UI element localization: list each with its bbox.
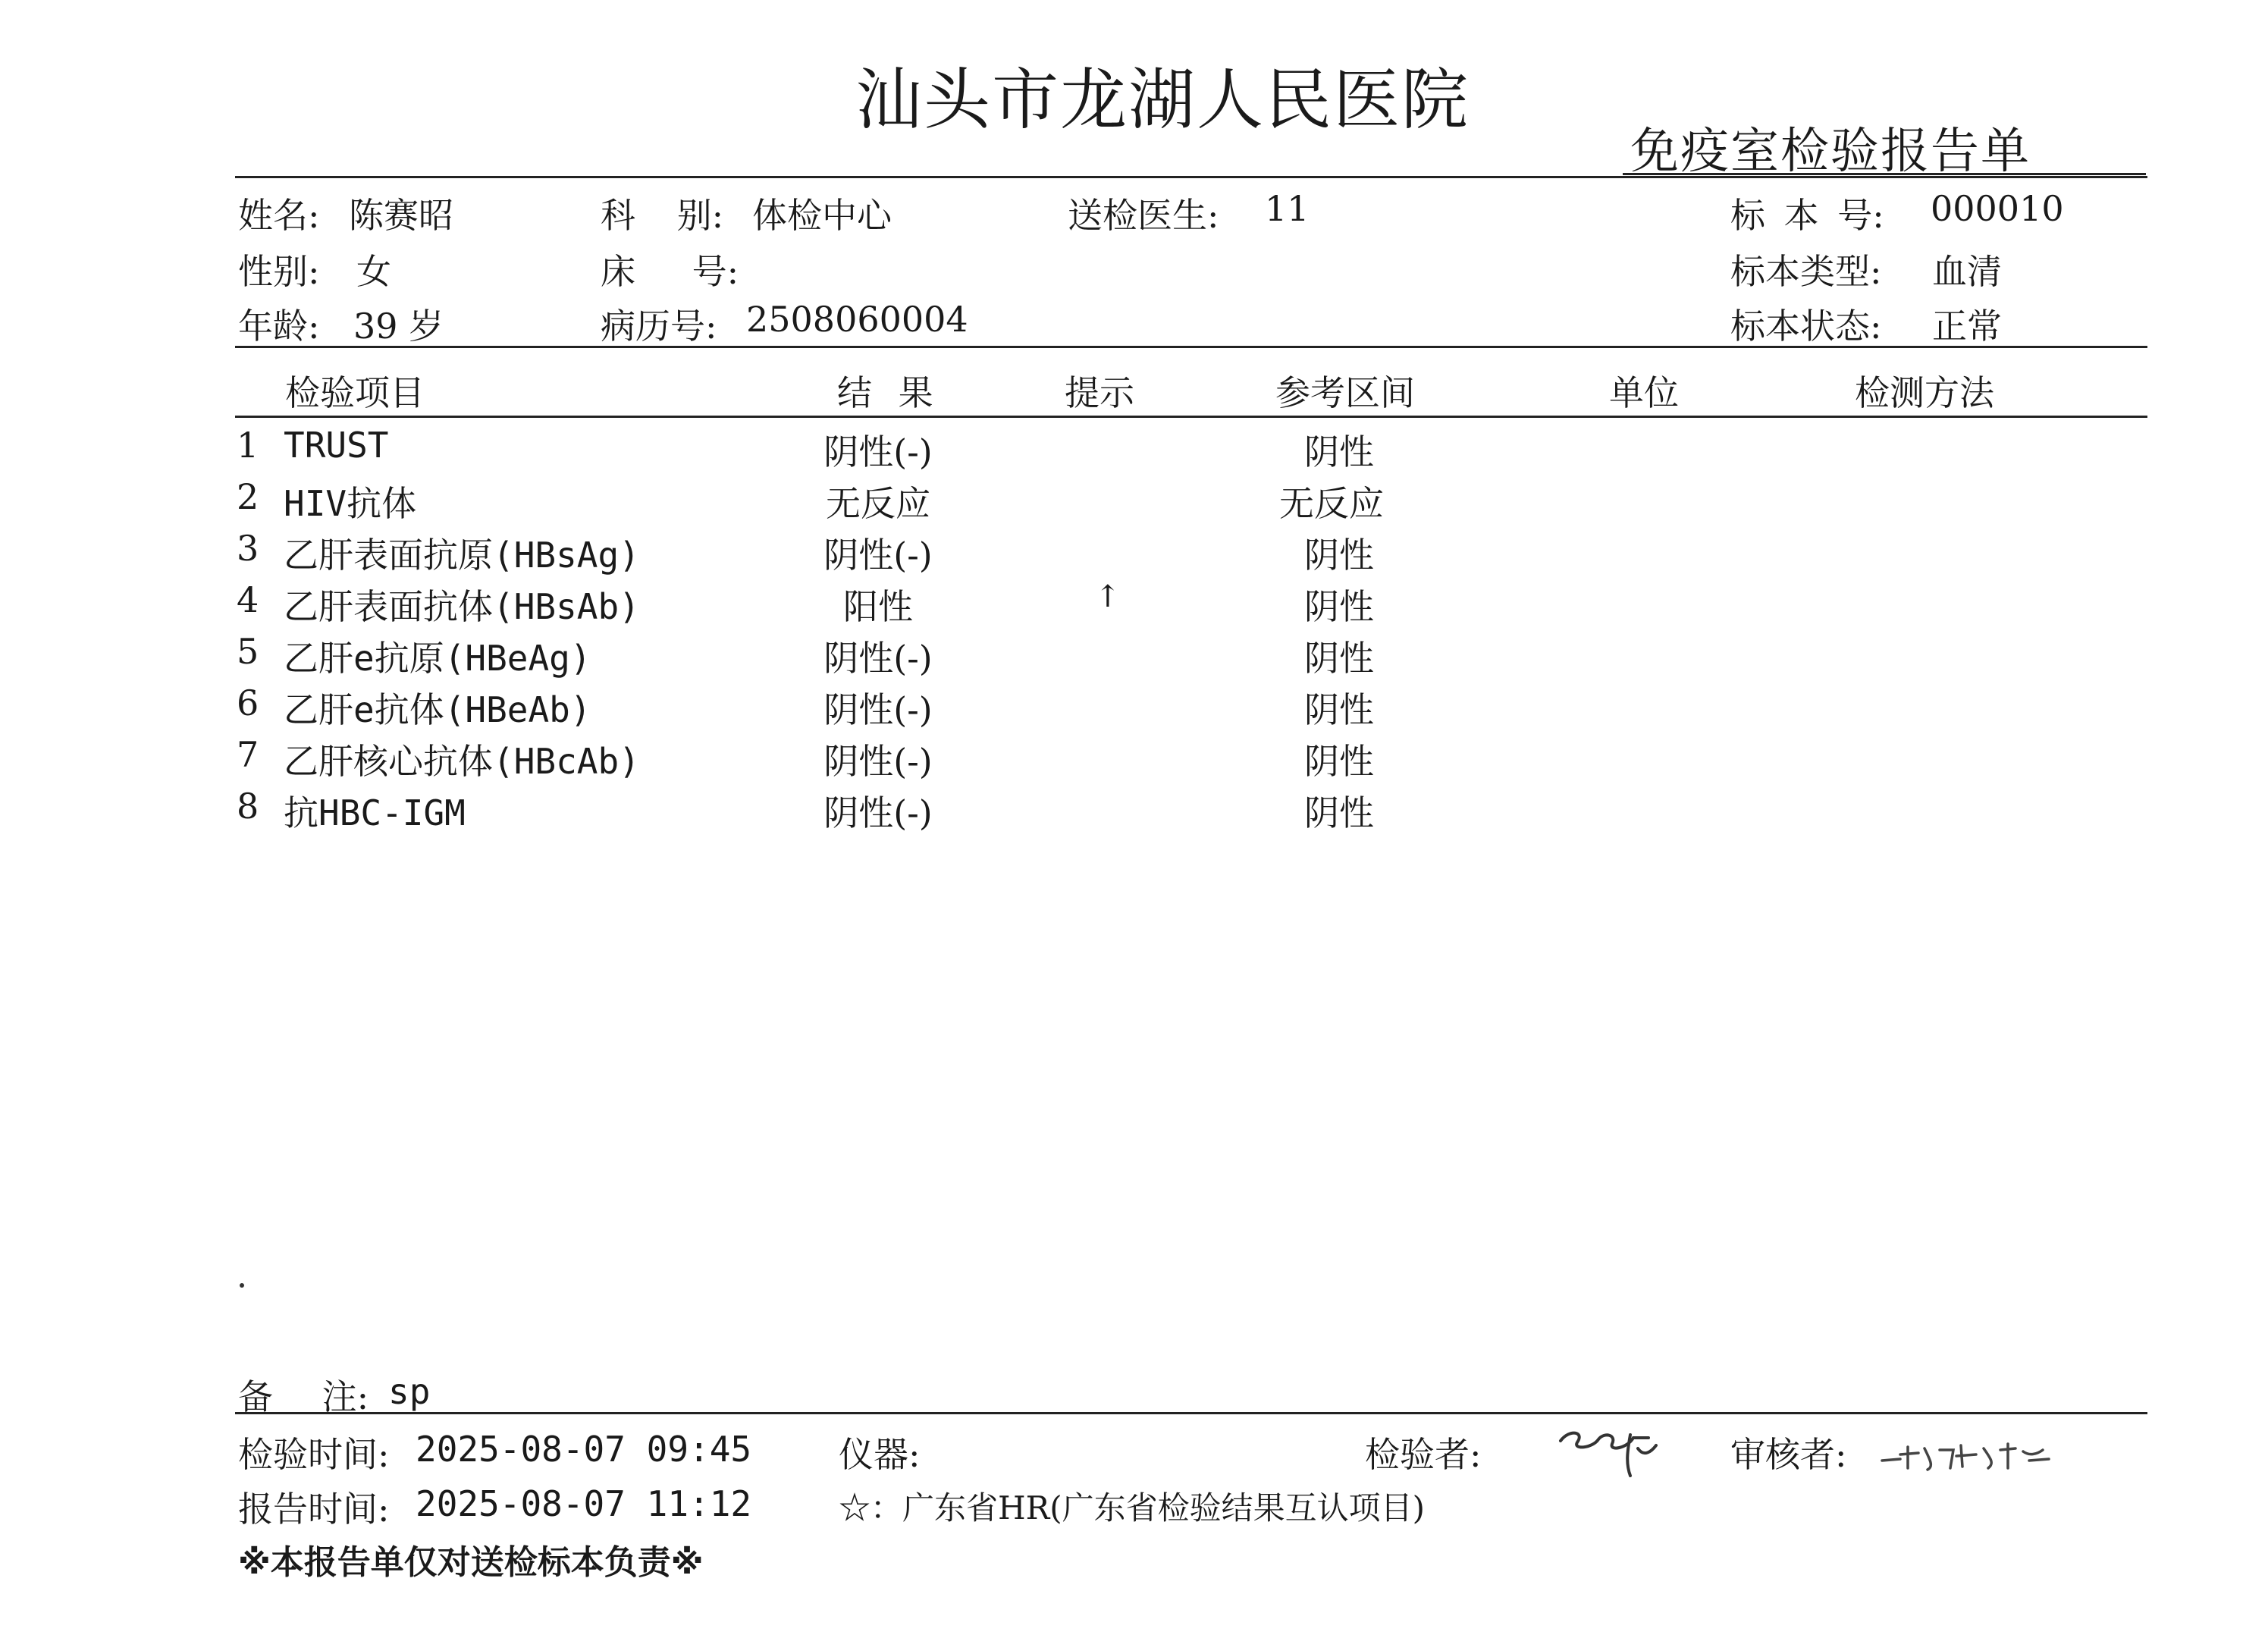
- test-time-label: 检验时间:: [238, 1434, 390, 1475]
- instrument-label: 仪器:: [839, 1434, 921, 1475]
- test-time: 2025-08-07 09:45: [416, 1429, 752, 1470]
- sample-type: 血清: [1932, 251, 2002, 292]
- header-divider: [1623, 173, 2146, 175]
- department: 体检中心: [752, 195, 892, 236]
- patient-name: 陈赛昭: [349, 195, 453, 236]
- doctor-label: 送检医生:: [1068, 195, 1219, 236]
- column-header-method: 检测方法: [1855, 372, 1994, 413]
- patient-name-label: 姓名:: [238, 195, 320, 236]
- remark-label: 备 注:: [238, 1376, 369, 1417]
- test-item: TRUST: [284, 425, 389, 466]
- column-header-range: 参考区间: [1275, 372, 1415, 413]
- row-number: 3: [237, 528, 259, 569]
- disclaimer: ※本报告单仅对送检标本负责※: [238, 1543, 704, 1582]
- patient-top-divider: [235, 176, 2147, 178]
- stray-dot: [240, 1283, 244, 1288]
- tester-label: 检验者:: [1365, 1434, 1482, 1475]
- patient-gender-label: 性别:: [238, 251, 320, 292]
- test-result: 阴性(-): [823, 431, 933, 472]
- doctor: 11: [1265, 188, 1310, 229]
- reference-range: 阴性: [1304, 741, 1374, 782]
- test-item: 乙肝核心抗体(HBcAb): [284, 741, 640, 782]
- row-number: 1: [237, 425, 259, 466]
- row-number: 4: [237, 579, 259, 620]
- sample-number-label: 标 本 号:: [1730, 195, 1884, 236]
- column-header-unit: 单位: [1609, 372, 1679, 413]
- reference-range: 阴性: [1304, 535, 1374, 576]
- row-number: 5: [237, 631, 259, 672]
- sample-state-label: 标本状态:: [1730, 306, 1882, 347]
- hr-note: ☆：广东省HR(广东省检验结果互认项目): [839, 1489, 1426, 1527]
- reference-range: 阴性: [1304, 586, 1374, 627]
- sample-type-label: 标本类型:: [1730, 251, 1882, 292]
- sample-number: 000010: [1931, 188, 2064, 229]
- row-number: 2: [237, 476, 259, 517]
- patient-age: 39 岁: [353, 306, 444, 347]
- test-result: 阴性(-): [823, 689, 933, 730]
- footer-divider: [235, 1412, 2147, 1414]
- column-header-result: 结 果: [837, 372, 933, 413]
- bed-label: 床 号:: [601, 251, 739, 292]
- reviewer-signature: [1877, 1433, 2059, 1479]
- table-header-divider: [235, 416, 2147, 418]
- column-header-item: 检验项目: [285, 372, 425, 413]
- department-label: 科 别:: [601, 195, 724, 236]
- record-number: 2508060004: [746, 299, 968, 340]
- patient-age-label: 年龄:: [238, 306, 320, 347]
- record-label: 病历号:: [601, 306, 717, 347]
- test-result: 阴性(-): [823, 792, 933, 833]
- row-number: 6: [237, 682, 259, 723]
- patient-bottom-divider: [235, 346, 2147, 348]
- row-number: 8: [237, 786, 259, 827]
- test-result: 无反应: [826, 483, 930, 524]
- abnormal-flag: ↑: [1095, 579, 1121, 614]
- report-title: 免疫室检验报告单: [1630, 124, 2031, 180]
- sample-state: 正常: [1932, 306, 2002, 347]
- reference-range: 阴性: [1304, 431, 1374, 472]
- test-result: 阴性(-): [823, 535, 933, 576]
- reference-range: 阴性: [1304, 638, 1374, 679]
- reviewer-label: 审核者:: [1730, 1434, 1847, 1475]
- test-item: 乙肝e抗体(HBeAb): [284, 689, 591, 730]
- test-item: 乙肝表面抗体(HBsAb): [284, 586, 640, 627]
- hospital-name: 汕头市龙湖人民医院: [855, 61, 1470, 139]
- test-result: 阳性: [843, 586, 913, 627]
- test-item: 乙肝e抗原(HBeAg): [284, 638, 591, 679]
- reference-range: 阴性: [1304, 689, 1374, 730]
- reference-range: 阴性: [1304, 792, 1374, 833]
- patient-gender: 女: [356, 251, 391, 292]
- reference-range: 无反应: [1279, 483, 1384, 524]
- tester-signature: [1554, 1418, 1668, 1486]
- test-item: 抗HBC-IGM: [284, 792, 466, 833]
- test-result: 阴性(-): [823, 741, 933, 782]
- column-header-hint: 提示: [1065, 372, 1134, 413]
- test-item: 乙肝表面抗原(HBsAg): [284, 535, 640, 576]
- test-item: HIV抗体: [284, 483, 417, 524]
- report-time: 2025-08-07 11:12: [416, 1483, 752, 1524]
- report-time-label: 报告时间:: [238, 1489, 390, 1530]
- row-number: 7: [237, 734, 259, 775]
- test-result: 阴性(-): [823, 638, 933, 679]
- remark: sp: [388, 1371, 431, 1412]
